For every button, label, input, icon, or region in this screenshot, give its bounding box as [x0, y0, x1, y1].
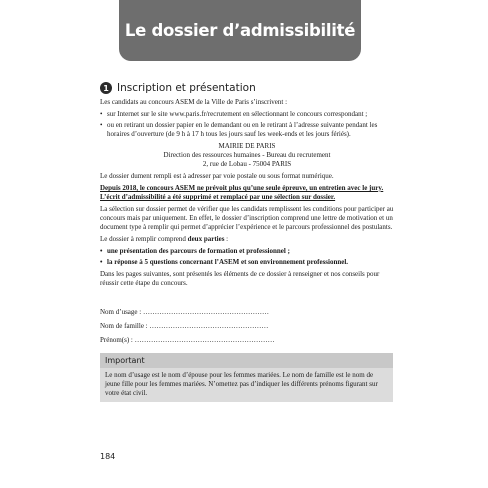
notice-2018-paragraph: Depuis 2018, le concours ASEM ne prévoit plus qu’une seule épreuve, un entretien avec le jury. L’écrit d’admissibilité a été supprimé et remplacé par une sélection sur dossier.: [100, 184, 384, 201]
list-item: • sur Internet sur le site www.paris.fr/recrutement en sélectionnant le concours correspondant ;: [100, 110, 394, 119]
page-content: [100, 82, 394, 402]
list-item: • ou en retirant un dossier papier en le demandant ou en le retirant à l’adresse suivante pendant les horaires d’ouverture (de 9 h à 17 h tous les jours sauf les week-ends et les jours fériés).: [100, 121, 394, 139]
parts-paragraph: [100, 235, 394, 244]
parts-emphasis: deux parties: [187, 235, 225, 243]
address-line: MAIRIE DE PARIS: [218, 142, 276, 150]
list-item: • une présentation des parcours de formation et professionnel ;: [100, 247, 394, 256]
chapter-title: Le dossier d’admissibilité: [124, 21, 356, 40]
section-number-badge: 1: [100, 82, 112, 94]
parts-suffix: :: [224, 235, 229, 243]
intro-paragraph: Les candidats au concours ASEM de la Ville de Paris s’inscrivent :: [100, 98, 288, 106]
following-pages-paragraph: Dans les pages suivantes, sont présentés les éléments de ce dossier à renseigner et nos conseils pour réussir cette étape du concours.: [100, 270, 380, 287]
important-box: [100, 353, 393, 402]
chapter-header-tab: [119, 0, 361, 61]
list-item: • la réponse à 5 questions concernant l’ASEM et son environnement professionnel.: [100, 258, 394, 267]
section-heading: [100, 82, 394, 94]
nom-famille-field: Nom de famille : ……………………………………………: [100, 322, 269, 330]
registration-methods-list: [100, 110, 394, 139]
address-line: Direction des ressources humaines - Bureau du recrutement: [163, 151, 331, 159]
postal-address: [100, 142, 394, 169]
identity-fields: [100, 308, 394, 345]
address-line: 2, rue de Lobau - 75004 PARIS: [202, 160, 292, 168]
prenoms-field: Prénom(s) : ……………………………………………………: [100, 336, 275, 344]
dossier-parts-list: [100, 247, 394, 267]
section-title: Inscription et présentation: [117, 82, 256, 94]
return-paragraph: Le dossier dument rempli est à adresser par voie postale ou sous format numérique.: [100, 172, 334, 180]
important-text: Le nom d’usage est le nom d’épouse pour les femmes mariées. Le nom de famille est le nom de jeune fille pour les femmes mariées. N’omettez pas d’indiquer les différents prénoms figurant sur votre état civil.: [105, 371, 378, 397]
parts-prefix: Le dossier à remplir comprend: [100, 235, 188, 243]
important-title: Important: [100, 353, 393, 368]
nom-usage-field: Nom d’usage : ………………………………………………: [100, 308, 269, 316]
selection-paragraph: La sélection sur dossier permet de vérifier que les candidats remplissent les conditions pour participer au concours mais par uniquement. En effet, le dossier d’inscription comprend une lettre de motivation et un document type à remplir qui permet d’apprécier l’expérience et le parcours professionnel des postulants.: [100, 205, 394, 231]
page-number: 184: [100, 452, 116, 461]
